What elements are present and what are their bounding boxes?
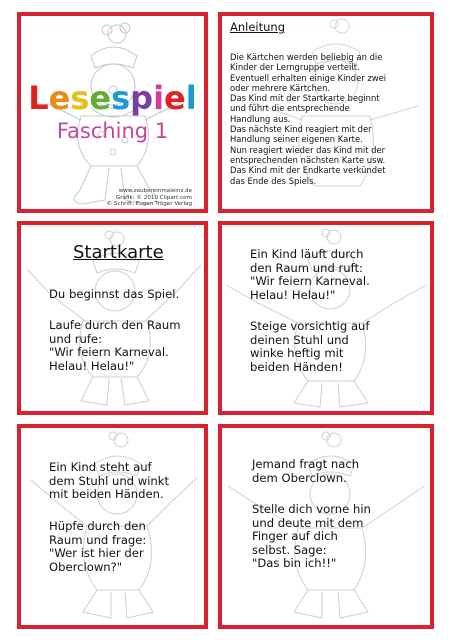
card-4-text-1: Jemand fragt nach dem Oberclown. <box>252 457 360 485</box>
start-card-heading: Startkarte <box>73 242 164 263</box>
game-card-3 <box>17 424 208 629</box>
start-card-text-1: Du beginnst das Spiel. <box>49 287 180 301</box>
title-card <box>17 12 208 213</box>
credits-text: www.zaubereinmaleins.de Grafik: © 2010 Clipart.com © Schrift: Eugen Tröger Verlag <box>106 188 192 208</box>
instructions-text: Die Kärtchen werden beliebig an die Kinder der Lerngruppe verteilt. Eventuell erhalten einige Kinder zwei oder mehrere Kärtchen. Das Kind mit der Startkarte beginnt und führt die entsprechende Handlung aus. Das nächste Kind reagiert mit der Handlung seiner eigenen Karte. Nun reagiert wieder das Kind mit der entsprechenden nächsten Karte usw. Das Kind mit der Endkarte verkündet das Ende des Spiels. <box>230 52 387 186</box>
game-card-2 <box>218 221 434 415</box>
game-card-4 <box>218 424 434 629</box>
card-3-text-1: Ein Kind steht auf dem Stuhl und winkt mit beiden Händen. <box>49 460 170 502</box>
card-3-text-2: Hüpfe durch den Raum und frage: "Wer ist hier der Oberclown?" <box>49 519 147 574</box>
game-title: Lesespiel <box>28 79 197 117</box>
game-subtitle: Fasching 1 <box>56 119 169 143</box>
instructions-heading: Anleitung <box>230 20 286 34</box>
card-2-text-2: Steige vorsichtig auf deinen Stuhl und winke heftig mit beiden Händen! <box>250 319 370 374</box>
start-card <box>17 221 208 415</box>
instructions-card <box>218 12 434 213</box>
card-2-text-1: Ein Kind läuft durch den Raum und ruft: "Wir feiern Karneval. Helau! Helau!" <box>250 247 370 302</box>
card-4-text-2: Stelle dich vorne hin und deute mit dem Finger auf dich selbst. Sage: "Das bin ich!!" <box>252 502 371 571</box>
start-card-text-2: Laufe durch den Raum und rufe: "Wir feiern Karneval. Helau! Helau!" <box>49 318 181 373</box>
